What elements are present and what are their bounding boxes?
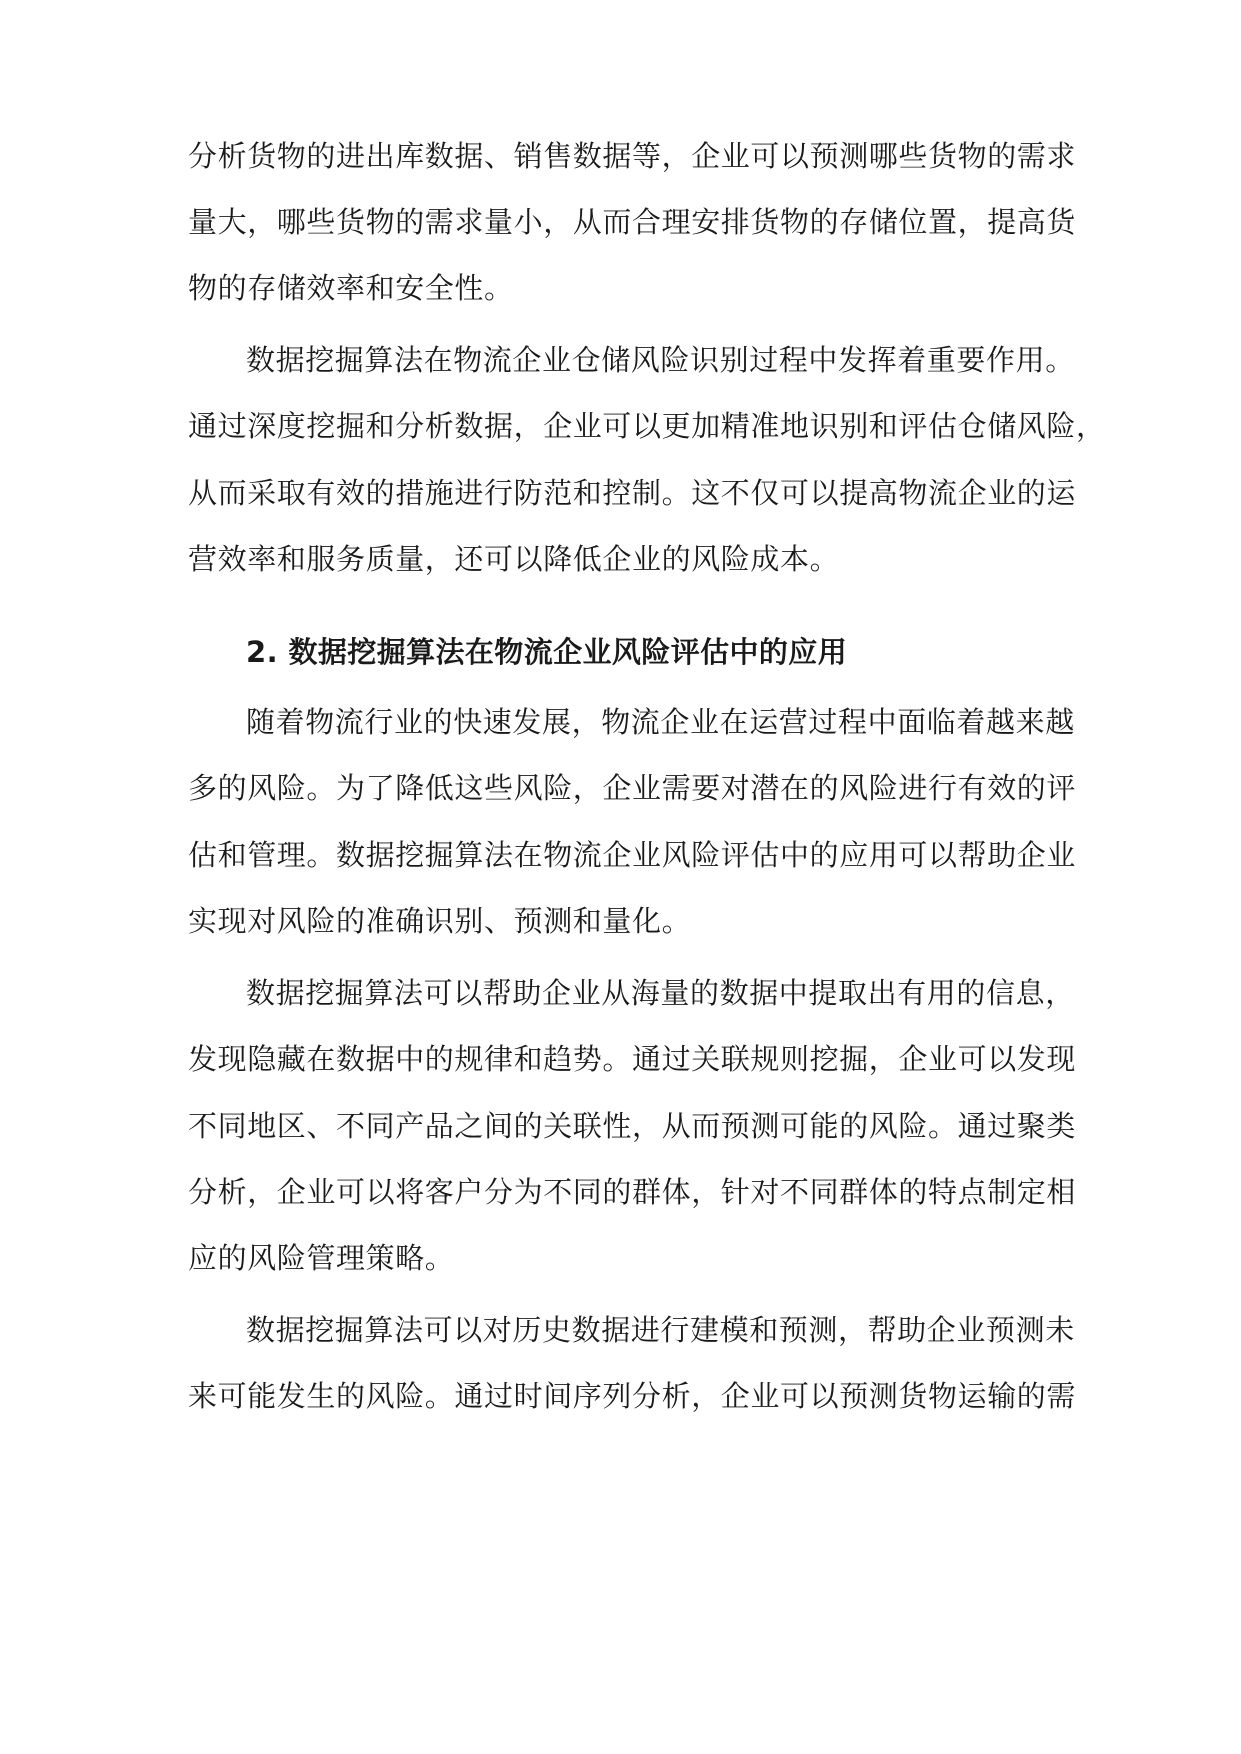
paragraph-line: 分析，企业可以将客户分为不同的群体，针对不同群体的特点制定相 <box>188 1175 1077 1209</box>
paragraph-line: 发现隐藏在数据中的规律和趋势。通过关联规则挖掘，企业可以发现 <box>188 1042 1077 1076</box>
paragraph-line: 多的风险。为了降低这些风险，企业需要对潜在的风险进行有效的评 <box>188 771 1077 805</box>
paragraph-line: 不同地区、不同产品之间的关联性，从而预测可能的风险。通过聚类 <box>188 1109 1077 1143</box>
paragraph-line: 数据挖掘算法可以帮助企业从海量的数据中提取出有用的信息， <box>246 976 1075 1010</box>
paragraph-line: 营效率和服务质量，还可以降低企业的风险成本。 <box>188 542 840 576</box>
paragraph-line: 随着物流行业的快速发展，物流企业在运营过程中面临着越来越 <box>246 705 1075 739</box>
paragraph-line: 估和管理。数据挖掘算法在物流企业风险评估中的应用可以帮助企业 <box>188 838 1077 872</box>
section-heading: 2. 数据挖掘算法在物流企业风险评估中的应用 <box>246 635 848 669</box>
paragraph-line: 实现对风险的准确识别、预测和量化。 <box>188 904 692 938</box>
paragraph-line: 来可能发生的风险。通过时间序列分析，企业可以预测货物运输的需 <box>188 1379 1077 1413</box>
paragraph-line: 物的存储效率和安全性。 <box>188 271 514 305</box>
paragraph-line: 数据挖掘算法可以对历史数据进行建模和预测，帮助企业预测未 <box>246 1313 1075 1347</box>
paragraph-line: 分析货物的进出库数据、销售数据等，企业可以预测哪些货物的需求 <box>188 139 1077 173</box>
paragraph-line: 数据挖掘算法在物流企业仓储风险识别过程中发挥着重要作用。 <box>246 343 1075 377</box>
paragraph-line: 量大，哪些货物的需求量小，从而合理安排货物的存储位置，提高货 <box>188 205 1077 239</box>
paragraph-line: 通过深度挖掘和分析数据，企业可以更加精准地识别和评估仓储风险， <box>188 409 1106 443</box>
paragraph-line: 应的风险管理策略。 <box>188 1241 455 1275</box>
paragraph-line: 从而采取有效的措施进行防范和控制。这不仅可以提高物流企业的运 <box>188 476 1077 510</box>
